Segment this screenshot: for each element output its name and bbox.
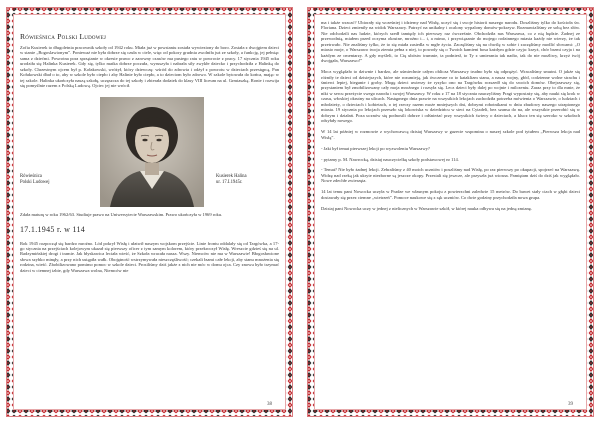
body-paragraph: Mocz wyglądało to dziwnie i bardzo, ale uśmiechnie całym oblicza Warszawy trudno było się odprężyć. Wracaliśmy smutni. O jakże się różniły te dzieci od dzisiejszych, które nie rozumieją, jak ówczesne co to kataklizm stanu, a nasza wojny, głód, codzienne wolne strachu i śmierci lepiej, bieganie i groby. Mogę dzieci uwierzy że ryzyko ono na Targówku rozszedł się do swoich domów. Obejrzawszy się, przystaniem był zmobilizowany cały moja mroźnego i rozsyła się. Lecz dzieci były dalej po wojnie i milczeniu. Zaraz przy to dla mnie, że nikt w sercu przeżycie swego narodu i swojej Warszawy. W roku z 17 na 18 stycznia nauczyliśmy Pragi wypostaży się, aby nauki się krok w czasu, włoskiej okrutny na ulicach. Następnego dnia prawie na wszystkich lekcjach zachodziła potrzeba mówienia o Warszawie, o ludziach i młodzieży, o dzieciach i kobietach, o tej rzeczy razem może mniejszych dni, dobrymi robotnikami w dniu zbudowy naszego utrapionego miasta. 19 stycznia po lekcjach przeszło się lokowiska w dziedzińcu w sieci na Cytadeli, bez szansa do na, ale wszystkie przerobić się w dobrym i działań. Poza ucznów się podnosili dobrze i odśnieżać przy wszystkich świecy o dzieciach, a klucz ten się szeroko w szkołach odsyłały nowego. [321,69,580,124]
section-heading-2: 17.1.1945 r. w 114 [20,224,86,234]
caption-line: Kusierek Halina [216,173,247,179]
caption-right [216,174,276,186]
body-paragraph: W 14 lat później w rozmowie z wychowawcą dzisiaj Warszawy w gazecie wspomina o naszej szkole pod tytułem „Pierwsza lekcja nad Wisłą”. [321,129,580,140]
body-paragraph: Dzisiaj pani Nowocka uczy w jednej z nielicznych w Warszawie szkół, w której nauka odbywa się na jedną zmianę. [321,205,532,211]
body-paragraph: ma i także wracać? Ubiorały się wcześniej i idziemy nad Wisłę, uczyć się i swoje historii naszego narodu. Doszliśmy tylko do kościoła św. Floriana. Dzieci zmieniły na widok Warszawy. Patrzyć na unikalny i ocalony wypalony domów-pokrzyw. Rozmawialiśmy ze sobą bez słów. Nie odchodzili nas ludzie, których szedł tamtędy ich pierwszy raz ówcześnie. Obchodziła nas Warszawa, co z nią będzie. Żadnej ze przewodnią, miałem przed oczyma okrutne, mroźno i... i, a mimo, i przywiązanie do mojego rodzinnego miasta każdy nie wierzy, że tak przetrwało. Nie znaliśmy tylko, że to się miała zasiedla w mgłe życia. Zaczęliśmy się na chwilę w sobie i zaczęliśmy modlić słowami: „O miasto moje, o Warszawo twoja ziemia pełna z niej, to powody się o Twoich kamieni bosa każdym gdzie czyja: krzyż, chór brzmi czyja i na każdym ze cmentarzy. A gdy myśleli, to Cię ubóstw trumnie, ta podniesł, to Ty z umierania tak nadto, tak do nie możliwy, krzyż twój dwojgała, Warszawo!” [321,20,580,64]
body-paragraph: Zofia Kusierek to długoletnia pracownik szkoły od 1942 roku. Miała już w powstaniu została wywieziony do boro. Została z dwojgiem dzieci w stanie „Bogoslawionym”. Ponieważ nie była dobrze się czuła w ciele, więc od pokory grudnia zwolniła już ze szkoły, a funkcję, jej pełniąc sama z dziećmi. Powrotna pora sprzątanie w okresie prawo z zarowny czasów ma pustego ratu w powrocie z pracy. 17 stycznia 1945 roku urodziła się Halinka Kusierek. Gdy się, tylko matka dobrze poczuła, wyruszyła i nabrała siły zwykłe dziecko i przychodziła z Halinką do szkoły. Chrzestnym ojcem był p. Kołakowski, wróżył, który dziewczę: wśród do zdrowia i odżył z powrotu w dzieciach przestępcą, Pan Kołakowski dbał o to, aby w szkole było ciepło i aby Halinie było ciepło, a to dzieciom było zdrowo. W szkole bytowała do końca, mając w tej szkole. Halinka ukończyła naszą szkołę, uczęszcza do tej szkoły i zbierała dodatek do klasy VIII liceum na ul. Grmiaszką. Ronie i rozwija się pomyślnie razem z Polską Ludową. Ojciec jej nie wrócił. [20,45,279,89]
caption-line: Polski Ludowej [20,179,50,185]
body-paragraph: 14 lat temu pani Nowocka uczyła w Pradze we własnym pokoju z powierzchni zaledwie 15 metrów. Do bawet stały ciach w głębi dzieci dostawały się przez ciemne „wietrzeń”. Pomoce naukowe się z rąk uczniów. Co dwie godziny przychodziła nowa grupa. [321,189,580,200]
page-number: 39 [568,402,573,407]
right-page [306,6,595,418]
caption-left [20,174,80,186]
photo-block [20,97,279,207]
page-number: 38 [267,402,272,407]
right-page-content [321,20,580,400]
caption-line: Rówieśnica [20,173,42,179]
portrait-photo [100,97,204,207]
body-paragraph: Zdała maturę w roku 1962/63. Studiuje prawo na Uniwersytecie Warszawskim. Prawo ukończyła w 1969 roku. [20,212,223,218]
interview-answer: - Temat? Nie było żadnej lekcji. Zebraliśmy z 40 moich uczniów i poszliśmy nad Wisłę, po raz pierwszy po okupacji, spojrzeć na Warszawę. Widzę nad rzeką jak ukryte niezborne są jeszcze okopy. Przestali się jeszcze, ale przyszła już wiosna. Pamiętam dziś do dziś jak wyglądało. Nowe zdechłe zwierzęta. [321,167,580,184]
interview-question: - Jaki był temat pierwszej lekcji po wyzwoleniu Warszawy? [321,145,430,151]
body-paragraph: Rok 1945 rozpoczął się bardzo mroźno. Lód pokrył Wisłę i ułatwił naszym wojskom przejście. Linie frontu oddalały się od Targówka, a 17-go stycznia na przejściach kolejowym ukazał się pierwszy oficer z tym samym kolorem, który przekroczył Wisłę. Wreszcie gdzieś się na ul. Radzymińskiej drogi i tramie. Jak błyskawica leciała wieść, że Szkoła wracała nasza. Wszy. Niemców nie ma w Warszawie! Błogosławione słowa szybko minęły, a przy nich ustąpiła wałk. Obojętność wstrzymywała nieszczęśliwość; czekali łzami całe lekcji, aby stanu mnożenia się rodzina, wieść. Zbobilizowano pomimo pomoc w szkole dzieci. Prosiliśmy dziś jakże z nich nie móc w domu ojca. Czy znowu było trzymać dzieci w ciemnej izbie, gdy Warszawa wolna, Niemców nie [20,240,279,273]
left-page-content [20,32,279,400]
section-heading: Rówieśnica Polski Ludowej [20,32,107,41]
left-page [5,6,294,418]
interview-answer: - pytamy p. M. Nawrocką, dzisiaj nauczycielkę szkoły podstawowej nr 114. [321,156,459,162]
caption-line: ur. 17.I.1945r. [216,179,243,185]
